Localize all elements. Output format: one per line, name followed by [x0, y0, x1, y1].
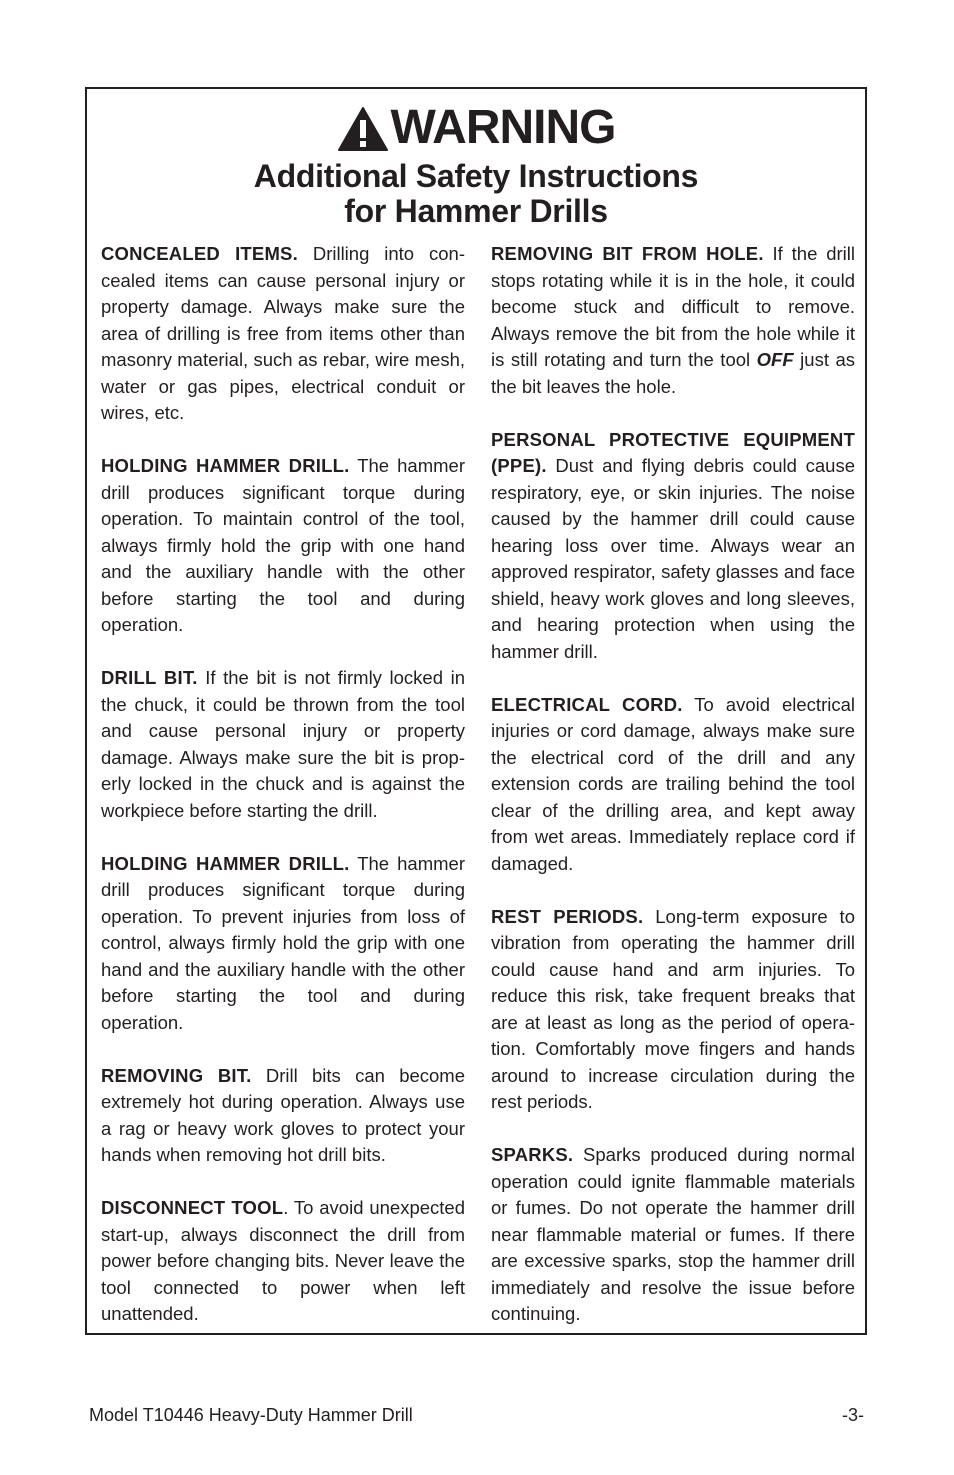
paragraph-body: If the bit is not firmly locked in the chuck, it could be thrown from the tool and cause personal injury or property damage. Always make sure the bit is properly locked in the chuck and is against the workpiece before starting the drill.	[101, 667, 465, 821]
paragraph-lead: DISCONNECT TOOL	[101, 1197, 284, 1218]
warning-title	[337, 103, 616, 153]
paragraph-lead: REMOVING BIT.	[101, 1064, 252, 1086]
paragraph-body: The hammer drill produces significant torque during operation. To prevent injuries from loss of control, always firmly hold the grip with one hand and the auxiliary handle with the other before starting the tool and during operation.	[101, 852, 465, 1033]
warning-box	[85, 87, 867, 1335]
subtitle	[87, 159, 865, 229]
paragraph-body: To avoid electrical injuries or cord damage, always make sure the electrical cord of the drill and any extension cords are trailing behind the tool clear of the drilling area, and kept away from wet areas. Immediately replace cord if damaged.	[491, 693, 855, 874]
paragraph-body: If the drill stops rotating while it is in the hole, it could become stuck and difficult to remove. Always remove the bit from the hole while it is still rotating and turn the tool	[491, 243, 855, 370]
footer-model: Model T10446 Heavy-Duty Hammer Drill	[89, 1405, 413, 1425]
paragraph-holding-hammer-drill-1	[101, 453, 465, 639]
paragraph-holding-hammer-drill-2	[101, 851, 465, 1037]
paragraph-ppe	[491, 427, 855, 666]
paragraph-body: Sparks produced during normal operation could ignite flammable materials or fumes. Do not operate the hammer drill near flammable material or fumes. If there are excessive sparks, stop the hammer drill immediately and resolve the issue before continuing.	[491, 1144, 855, 1324]
paragraph-lead: REMOVING BIT FROM HOLE.	[491, 243, 764, 264]
paragraph-concealed-items	[101, 241, 465, 427]
subtitle-line-2: for Hammer Drills	[344, 193, 608, 229]
off-emphasis: OFF	[756, 349, 794, 370]
warning-word: WARNING	[390, 101, 616, 154]
paragraph-lead: CONCEALED ITEMS.	[101, 243, 298, 264]
warning-triangle-icon	[337, 106, 389, 152]
right-column	[491, 241, 855, 1354]
paragraph-lead: ELECTRICAL CORD.	[491, 693, 683, 715]
paragraph-body: . To avoid unexpected start-up, always disconnect the drill from power before changing bits. Never leave the tool connected to power when left unattended.	[101, 1197, 466, 1324]
paragraph-electrical-cord	[491, 692, 855, 878]
paragraph-body: Dust and flying debris could cause respiratory, eye, or skin injuries. The noise caused by the hammer drill could cause hearing loss over time. Always wear an approved respirator, safety glasses and face shield, heavy work gloves and long sleeves, and hearing protection when using the hammer drill.	[491, 455, 855, 662]
paragraph-body: Drill bits can become extremely hot during operation. Always use a rag or heavy work gloves to protect your hands when removing hot drill bits.	[101, 1064, 466, 1165]
paragraph-body: The hammer drill produces significant torque during operation. To maintain control of the tool, always firmly hold the grip with one hand and the auxiliary handle with the other before starting the tool and during operation.	[101, 455, 465, 635]
paragraph-lead: REST PERIODS.	[491, 905, 644, 927]
warning-header	[87, 103, 865, 229]
subtitle-line-1: Additional Safety Instructions	[253, 158, 699, 194]
paragraph-sparks	[491, 1142, 855, 1328]
paragraph-removing-bit	[101, 1063, 465, 1169]
paragraph-rest-periods	[491, 904, 855, 1116]
paragraph-lead: DRILL BIT.	[101, 667, 198, 688]
paragraph-lead: SPARKS.	[491, 1144, 574, 1165]
paragraph-body: Long-term exposure to vibration from operating the hammer drill could cause hand and arm injuries. To reduce this risk, take frequent breaks that are at least as long as the period of operation. Comfortably move fingers and hands around to increase circulation during the rest periods.	[491, 905, 855, 1112]
paragraph-lead: PERSONAL PROTECTIVE EQUIPMENT (PPE).	[491, 428, 855, 476]
paragraph-lead: HOLDING HAMMER DRILL.	[101, 852, 350, 874]
paragraph-body: Drilling into concealed items can cause personal injury or property damage. Always make sure the area of drilling is free from items other than masonry material, such as rebar, wire mesh, water or gas pipes, electrical conduit or wires, etc.	[101, 243, 465, 423]
paragraph-disconnect-tool	[101, 1195, 465, 1328]
paragraph-removing-bit-from-hole	[491, 241, 855, 400]
paragraph-body-end: just as the bit leaves the hole.	[491, 349, 856, 397]
paragraph-drill-bit	[101, 665, 465, 824]
left-column	[101, 241, 465, 1354]
footer-page-number: -3-	[842, 1405, 864, 1425]
paragraph-lead: HOLDING HAMMER DRILL.	[101, 455, 350, 476]
